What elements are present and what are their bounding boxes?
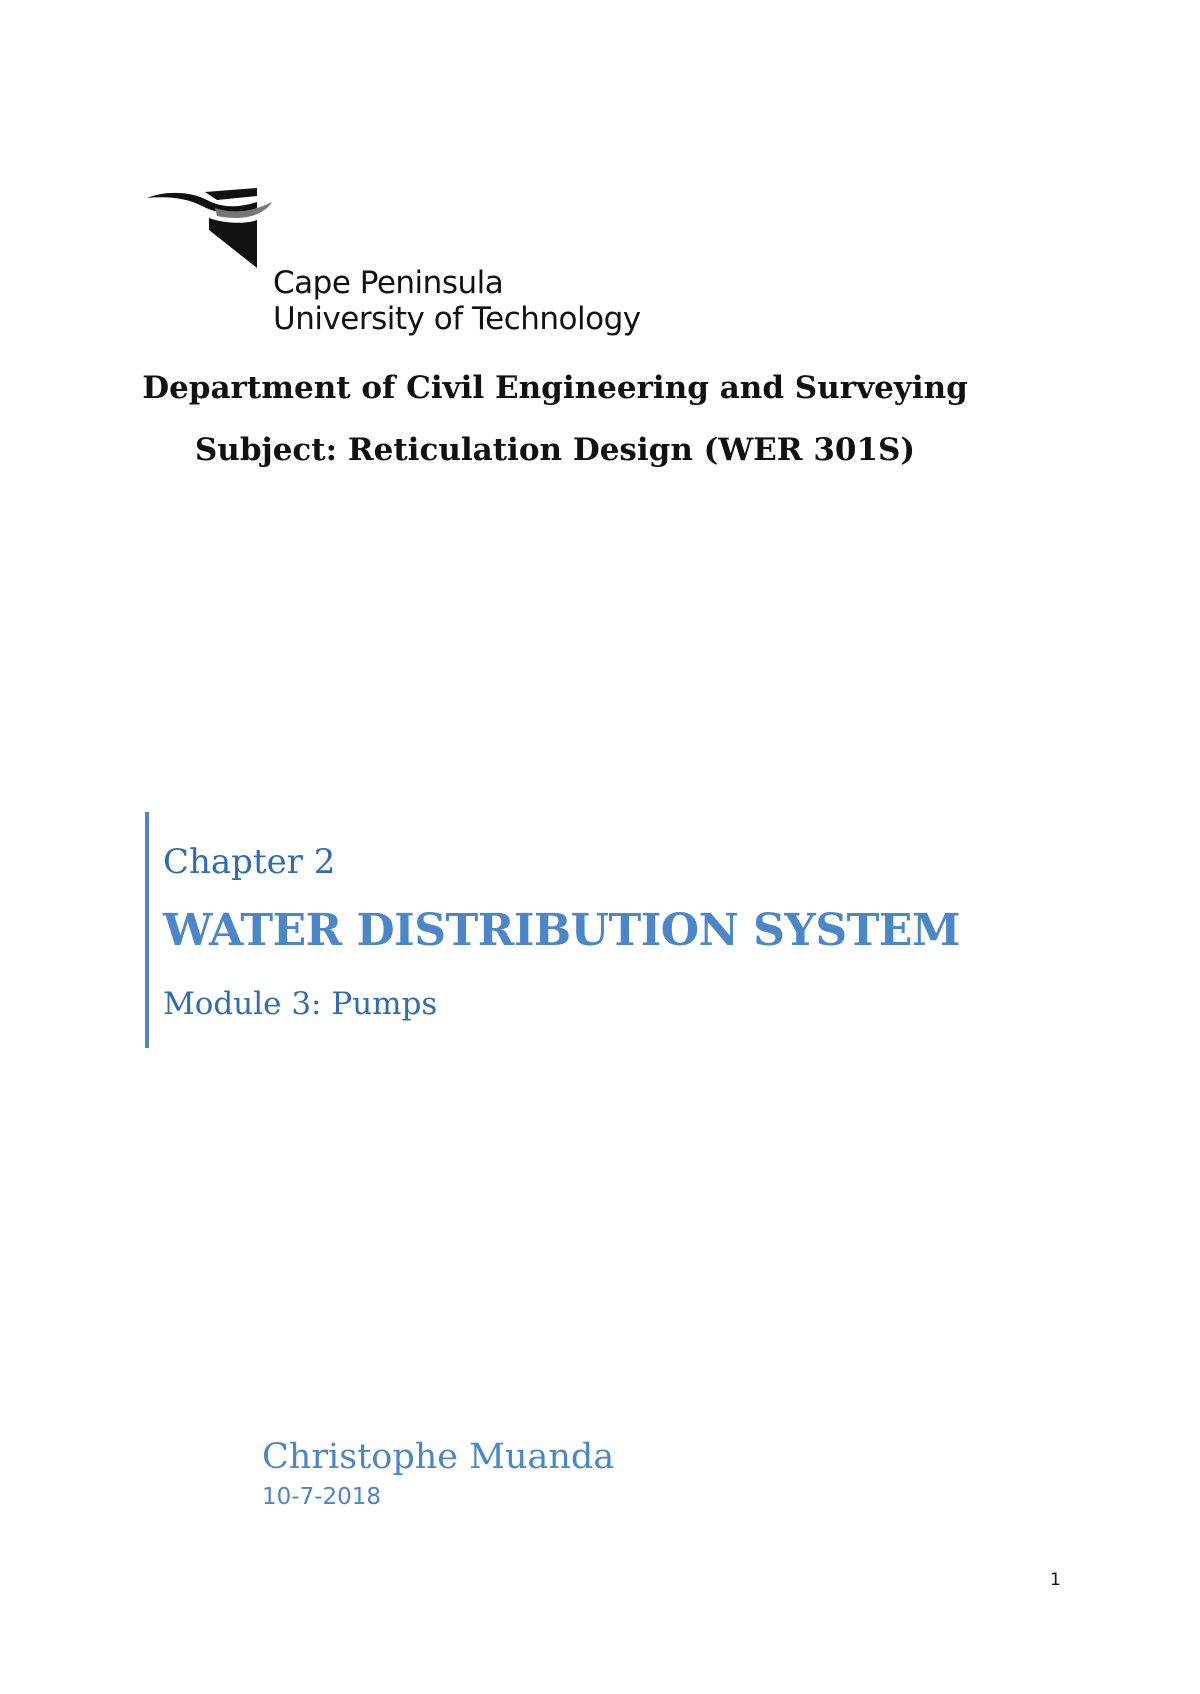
logo-line-1: Cape Peninsula (273, 265, 504, 301)
page-number: 1 (1050, 1570, 1061, 1590)
document-date: 10-7-2018 (262, 1484, 382, 1510)
chapter-label: Chapter 2 (163, 842, 336, 882)
module-subtitle: Module 3: Pumps (163, 986, 438, 1022)
document-title: WATER DISTRIBUTION SYSTEM (163, 905, 961, 956)
department-heading: Department of Civil Engineering and Surveying (142, 370, 968, 406)
author-name: Christophe Muanda (262, 1437, 615, 1477)
logo-line-2: University of Technology (273, 301, 641, 337)
cput-emblem-icon (147, 188, 282, 298)
subject-heading: Subject: Reticulation Design (WER 301S) (194, 432, 916, 468)
logo-wordmark (273, 265, 641, 337)
title-block (145, 812, 961, 1048)
university-logo (147, 188, 667, 348)
